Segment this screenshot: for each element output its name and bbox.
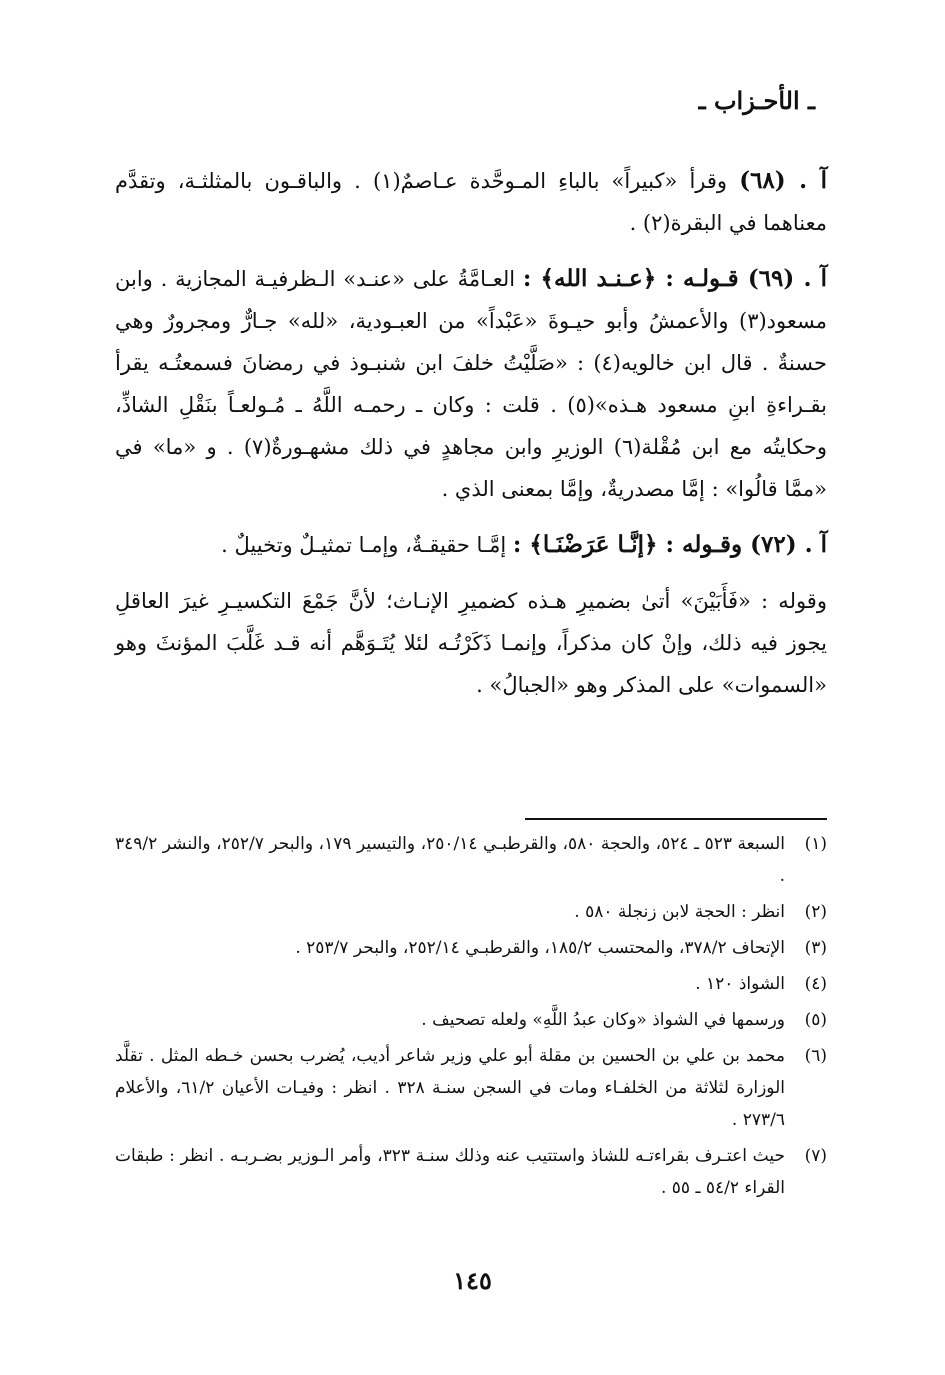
footnote [115, 968, 827, 1000]
footnote [115, 1040, 827, 1136]
footnote [115, 896, 827, 928]
footnote-text: ورسمها في الشواذ «وكان عبدُ اللَّهِ» ولعله تصحيف . [421, 1010, 785, 1030]
footnote [115, 1140, 827, 1204]
footnote-number: (٥) [804, 1010, 827, 1030]
footnote-number: (٢) [804, 902, 827, 922]
main-text [115, 160, 827, 706]
verse-69-label: آ . (٦٩) قـولـه : ﴿عـنـد الله﴾ : [522, 265, 827, 292]
footnote-number: (٣) [804, 938, 827, 958]
footnote [115, 932, 827, 964]
verse-69-paragraph [115, 258, 827, 510]
footnote-number: (٦) [804, 1046, 827, 1066]
footnote-number: (٤) [804, 974, 827, 994]
footnote-text: محمد بن علي بن الحسين بن مقلة أبو علي وزير شاعر أديب، يُضرب بحسن خـطه المثل . تقلَّد الوزارة لثلاثة من الخلفـاء ومات في السجن سنـة ٣٢٨ . انظر : وفيـات الأعيان ٦١/٢، والأعلام ٢٧٣/٦ . [115, 1046, 785, 1130]
verse-72-paragraph [115, 524, 827, 566]
footnote-text: الشواذ ١٢٠ . [695, 974, 785, 994]
verse-72-text: إمَّـا حقيقـةٌ، وإمـا تمثيـلٌ وتخييلٌ . [221, 533, 507, 557]
verse-68-paragraph [115, 160, 827, 244]
page-number: ١٤٥ [453, 1266, 492, 1295]
footnote-text: السبعة ٥٢٣ ـ ٥٢٤، والحجة ٥٨٠، والقرطبـي ٢٥٠/١٤، والتيسير ١٧٩، والبحر ٢٥٢/٧، والنشر ٣٤٩/٢ . [115, 834, 786, 886]
footnote-number: (٧) [804, 1146, 827, 1166]
footnotes [115, 828, 827, 1208]
commentary-paragraph: وقوله : «فَأَبَيْنَ» أتىٰ بضميرِ هـذه كضميرِ الإنـاث؛ لأنَّ جَمْعَ التكسيـرِ غيرَ العاقلِ يجوز فيه ذلك، وإنْ كان مذكراً، وإنمـا ذَكَرْتُـه لئلا يُتَـوَهَّم أنه قـد غَلَّبَ المؤنثَ وهو «السموات» على المذكر وهو «الجبالُ» . [115, 589, 827, 697]
footnote [115, 1004, 827, 1036]
footnote-divider [525, 818, 827, 820]
verse-72-label: آ . (٧٢) وقـوله : ﴿إنَّـا عَرَضْنَـا﴾ : [512, 531, 827, 558]
footnote-text: انظر : الحجة لابن زنجلة ٥٨٠ . [574, 902, 785, 922]
footnote-text: الإتحاف ٣٧٨/٢، والمحتسب ١٨٥/٢، والقرطبـي ٢٥٢/١٤، والبحر ٢٥٣/٧ . [295, 938, 785, 958]
footnote-text: حيث اعتـرف بقراءتـه للشاذ واستتيب عنه وذلك سنـة ٣٢٣، وأمر الـوزير بضـربـه . انظر : طبقات القراء ٥٤/٢ ـ ٥٥ . [115, 1146, 786, 1198]
running-header: ـ الأحـزاب ـ [698, 86, 815, 115]
verse-69-text: العـامَّةُ على «عنـد» الـظرفيـة المجازية . وابن مسعود(٣) والأعمشُ وأبو حيـوةَ «عَبْداً» من العبـودية، «لله» جـارٌّ ومجرورٌ وهي حسنةٌ . قال ابن خالويه(٤) : «صَلَّيْتُ خلفَ ابن شنبـوذ في رمضانَ فسمعتُـه يقرأ بقـراءةِ ابنِ مسعود هـذه»(٥) . قلت : وكان ـ رحمـه اللَّهُ ـ مُـولعـاً بنَقْلِ الشاذِّ، وحكايتُه مع ابن مُقْلة(٦) الوزيرِ وابن مجاهدٍ في ذلك مشهـورةٌ(٧) . و «ما» في «ممَّا قالُوا» : إمَّا مصدريةٌ، وإمَّا بمعنى الذي . [115, 267, 828, 501]
verse-68-text: وقرأ «كبيراً» بالباءِ المـوحَّدة عـاصمٌ(١) . والباقـون بالمثلثـة، وتقدَّم معناهما في البقرة(٢) . [115, 169, 827, 235]
footnote-number: (١) [804, 834, 827, 854]
footnote [115, 828, 827, 892]
verse-68-label: آ . (٦٨) [739, 167, 827, 194]
